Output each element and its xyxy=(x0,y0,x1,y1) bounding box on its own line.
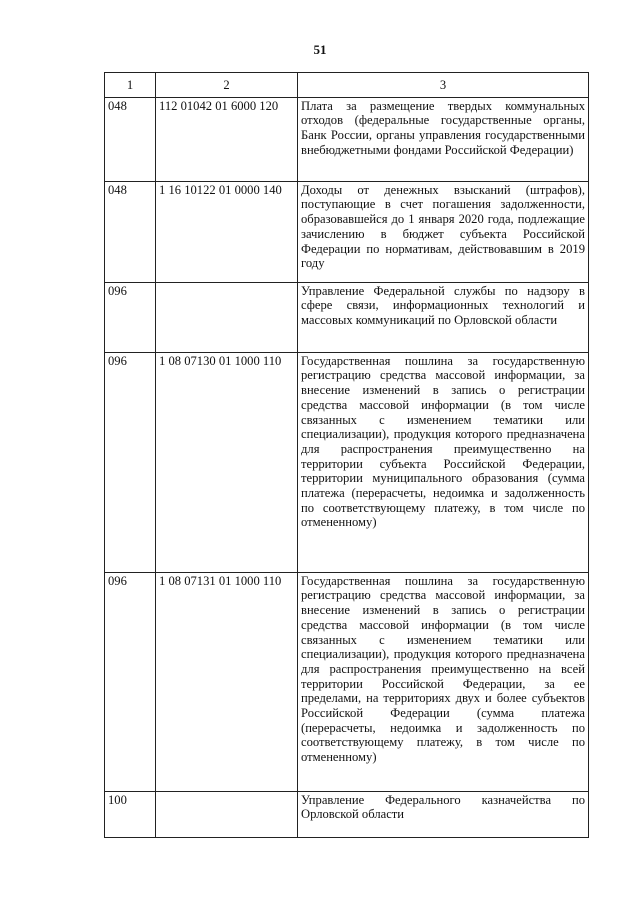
administrator-code-cell: 048 xyxy=(105,97,156,181)
table-row xyxy=(105,572,589,791)
income-description-cell: Государственная пошлина за государственную регистрацию средства массовой информации, за внесение изменений в запись о регистрации средства массовой информации (в том числе связанных с изменением тематики или специализации), продукция которого предназначена для распространения преимущественно на всей территории Российской Федерации, за ее пределами, на территориях двух и более субъектов Российской Федерации (сумма платежа (перерасчеты, недоимка и задолженность по соответствующему платежу, в том числе по отмененному) xyxy=(298,572,589,791)
page-number: 51 xyxy=(313,42,327,57)
table-row xyxy=(105,282,589,352)
table-row xyxy=(105,352,589,572)
administrator-code-cell: 048 xyxy=(105,181,156,282)
administrator-code-cell: 096 xyxy=(105,352,156,572)
table-row xyxy=(105,791,589,837)
administrator-code-cell: 096 xyxy=(105,572,156,791)
budget-classification-code-cell xyxy=(156,282,298,352)
income-description-cell: Государственная пошлина за государственную регистрацию средства массовой информации, за внесение изменений в запись о регистрации средства массовой информации (в том числе связанных с изменением тематики или специализации), продукция которого предназначена для распространения преимущественно на территории субъекта Российской Федерации, территории муниципального образования (сумма платежа (перерасчеты, недоимка и задолженность по соответствующему платежу, в том числе по отмененному) xyxy=(298,352,589,572)
administrator-code-cell: 096 xyxy=(105,282,156,352)
column-header-3: 3 xyxy=(298,73,589,98)
budget-classification-code-cell: 1 08 07131 01 1000 110 xyxy=(156,572,298,791)
table-row xyxy=(105,97,589,181)
table-header-row xyxy=(105,73,589,98)
income-description-cell: Плата за размещение твердых коммунальных отходов (федеральные государственные органы, Банк России, органы управления государственными внебюджетными фондами Российской Федерации) xyxy=(298,97,589,181)
agency-name-cell: Управление Федерального казначейства по Орловской области xyxy=(298,791,589,837)
budget-classification-code-cell: 1 16 10122 01 0000 140 xyxy=(156,181,298,282)
agency-name-cell: Управление Федеральной службы по надзору в сфере связи, информационных технологий и массовых коммуникаций по Орловской области xyxy=(298,282,589,352)
column-header-1: 1 xyxy=(105,73,156,98)
income-description-cell: Доходы от денежных взысканий (штрафов), поступающие в счет погашения задолженности, образовавшейся до 1 января 2020 года, подлежащие зачислению в бюджет субъекта Российской Федерации по нормативам, действовавшим в 2019 году xyxy=(298,181,589,282)
column-header-2: 2 xyxy=(156,73,298,98)
administrator-code-cell: 100 xyxy=(105,791,156,837)
budget-classification-code-cell xyxy=(156,791,298,837)
budget-classification-code-cell: 112 01042 01 6000 120 xyxy=(156,97,298,181)
revenue-classification-table xyxy=(104,72,589,838)
table-row xyxy=(105,181,589,282)
budget-classification-code-cell: 1 08 07130 01 1000 110 xyxy=(156,352,298,572)
